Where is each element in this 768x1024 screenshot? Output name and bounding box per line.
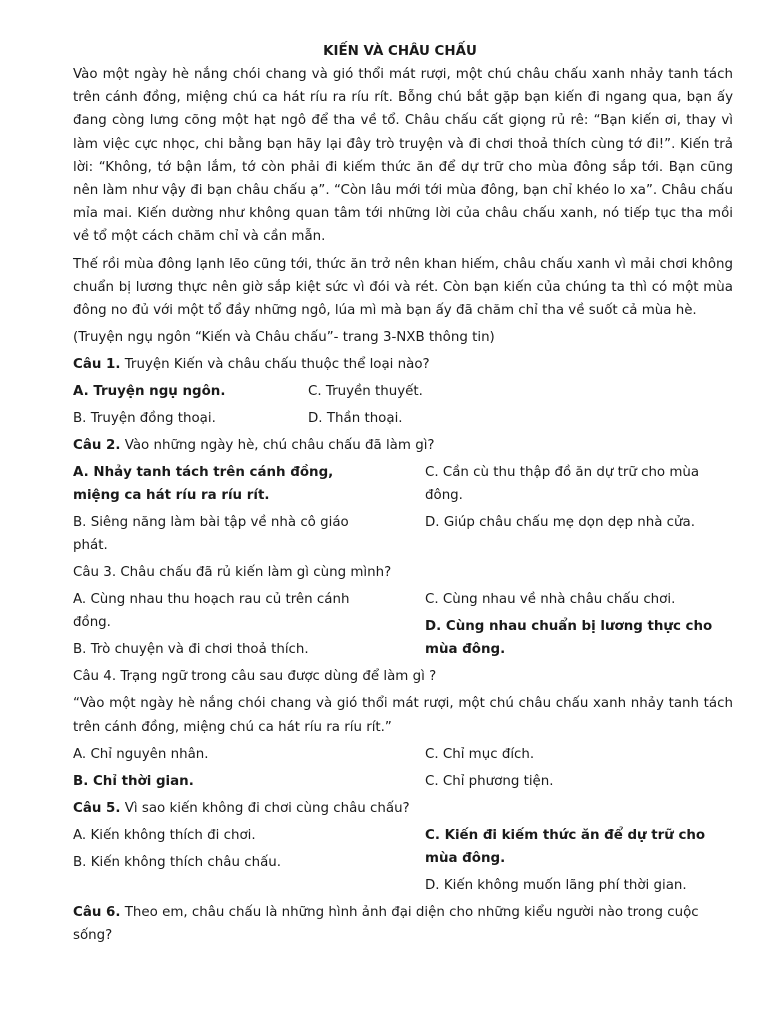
q4-option-d: C. Chỉ phương tiện. bbox=[425, 773, 554, 789]
q1-option-b: B. Truyện đồng thoại. bbox=[73, 411, 216, 427]
question-5-label: Câu 5. bbox=[73, 800, 121, 816]
question-2-label: Câu 2. bbox=[73, 438, 121, 454]
q5-option-a: A. Kiến không thích đi chơi. bbox=[73, 827, 256, 843]
question-1-label: Câu 1. bbox=[73, 357, 121, 373]
q3-option-d: D. Cùng nhau chuẩn bị lương thực cho mùa đông. bbox=[425, 619, 713, 658]
question-4-quote: “Vào một ngày hè nắng chói chang và gió thổi mát rượi, một chú châu chấu xanh nhảy tanh tách trên cánh đồng, miệng chú ca hát ríu ra ríu rít.” bbox=[73, 696, 733, 735]
q5-option-b: B. Kiến không thích châu chấu. bbox=[73, 854, 282, 870]
q2-option-c: C. Cần cù thu thập đồ ăn dự trữ cho mùa đông. bbox=[425, 465, 700, 504]
question-5 bbox=[73, 797, 733, 820]
q3-option-b: B. Trò chuyện và đi chơi thoả thích. bbox=[73, 642, 309, 658]
question-6-label: Câu 6. bbox=[73, 904, 121, 920]
document-title: KIẾN VÀ CHÂU CHẤU bbox=[323, 44, 477, 59]
q5-option-c: C. Kiến đi kiếm thức ăn để dự trữ cho mùa đông. bbox=[425, 827, 706, 866]
question-5-options bbox=[73, 824, 733, 901]
q4-option-a: A. Chỉ nguyên nhân. bbox=[73, 746, 209, 762]
question-2-options bbox=[73, 461, 733, 561]
story-paragraph-1: Vào một ngày hè nắng chói chang và gió thổi mát rượi, một chú châu chấu xanh nhảy tanh tách trên cánh đồng, miệng chú ca hát ríu ra ríu rít. Bỗng chú bắt gặp bạn kiến đi ngang qua, bạn ấy đang còng lưng cõng một hạt ngô để tha về tổ. Châu chấu cất giọng rủ rê: “Bạn kiến ơi, thay vì làm việc cực nhọc, chi bằng bạn hãy lại đây trò truyện và đi chơi thoả thích cùng tớ đi!”. Kiến trả lời: “Không, tớ bận lắm, tớ còn phải đi kiếm thức ăn để dự trữ cho mùa đông sắp tới. Bạn cũng nên làm như vậy đi bạn châu chấu ạ”. “Còn lâu mới tới mùa đông, bạn chỉ khéo lo xa”. Châu chấu mỉa mai. Kiến dường như không quan tâm tới những lời của châu chấu xanh, nó tiếp tục tha mồi về tổ một cách chăm chỉ và cần mẫn. bbox=[73, 67, 733, 245]
q2-option-d: D. Giúp châu chấu mẹ dọn dẹp nhà cửa. bbox=[425, 515, 695, 531]
q3-option-c: C. Cùng nhau về nhà châu chấu chơi. bbox=[425, 592, 676, 608]
question-1-options bbox=[73, 380, 733, 434]
q3-option-a: A. Cùng nhau thu hoạch rau củ trên cánh đồng. bbox=[73, 592, 350, 631]
question-3-options bbox=[73, 588, 733, 665]
document-page bbox=[73, 40, 733, 951]
question-1-text: Truyện Kiến và châu chấu thuộc thể loại nào? bbox=[120, 357, 430, 373]
q5-option-d: D. Kiến không muốn lãng phí thời gian. bbox=[425, 877, 687, 893]
q1-option-c: C. Truyền thuyết. bbox=[308, 384, 423, 400]
question-4-options bbox=[73, 743, 733, 797]
q2-option-b: B. Siêng năng làm bài tập về nhà cô giáo phát. bbox=[73, 515, 349, 554]
question-5-text: Vì sao kiến không đi chơi cùng châu chấu? bbox=[120, 800, 410, 816]
q4-option-b: B. Chỉ thời gian. bbox=[73, 773, 194, 789]
question-2 bbox=[73, 434, 733, 457]
q4-option-c: C. Chỉ mục đích. bbox=[425, 746, 535, 762]
question-2-text: Vào những ngày hè, chú châu chấu đã làm gì? bbox=[120, 438, 435, 454]
story-paragraph-2: Thế rồi mùa đông lạnh lẽo cũng tới, thức ăn trở nên khan hiếm, châu chấu xanh vì mải chơi không chuẩn bị lương thực nên giờ sắp kiệt sức vì đói và rét. Còn bạn kiến của chúng ta thì có một mùa đông no đủ với một tổ đầy những ngô, lúa mì mà bạn ấy đã chăm chỉ tha về suốt cả mùa hè. bbox=[73, 256, 733, 319]
question-3: Câu 3. Châu chấu đã rủ kiến làm gì cùng mình? bbox=[73, 565, 392, 581]
story-source: (Truyện ngụ ngôn “Kiến và Châu chấu”- trang 3-NXB thông tin) bbox=[73, 330, 495, 346]
q1-option-a: A. Truyện ngụ ngôn. bbox=[73, 384, 226, 400]
q1-option-d: D. Thần thoại. bbox=[308, 411, 403, 427]
question-6 bbox=[73, 901, 733, 947]
question-4: Câu 4. Trạng ngữ trong câu sau được dùng để làm gì ? bbox=[73, 669, 437, 685]
q2-option-a: A. Nhảy tanh tách trên cánh đồng, miệng ca hát ríu ra ríu rít. bbox=[73, 465, 334, 504]
question-6-text: Theo em, châu chấu là những hình ảnh đại diện cho những kiểu người nào trong cuộc sống? bbox=[73, 904, 699, 943]
question-1 bbox=[73, 353, 733, 376]
